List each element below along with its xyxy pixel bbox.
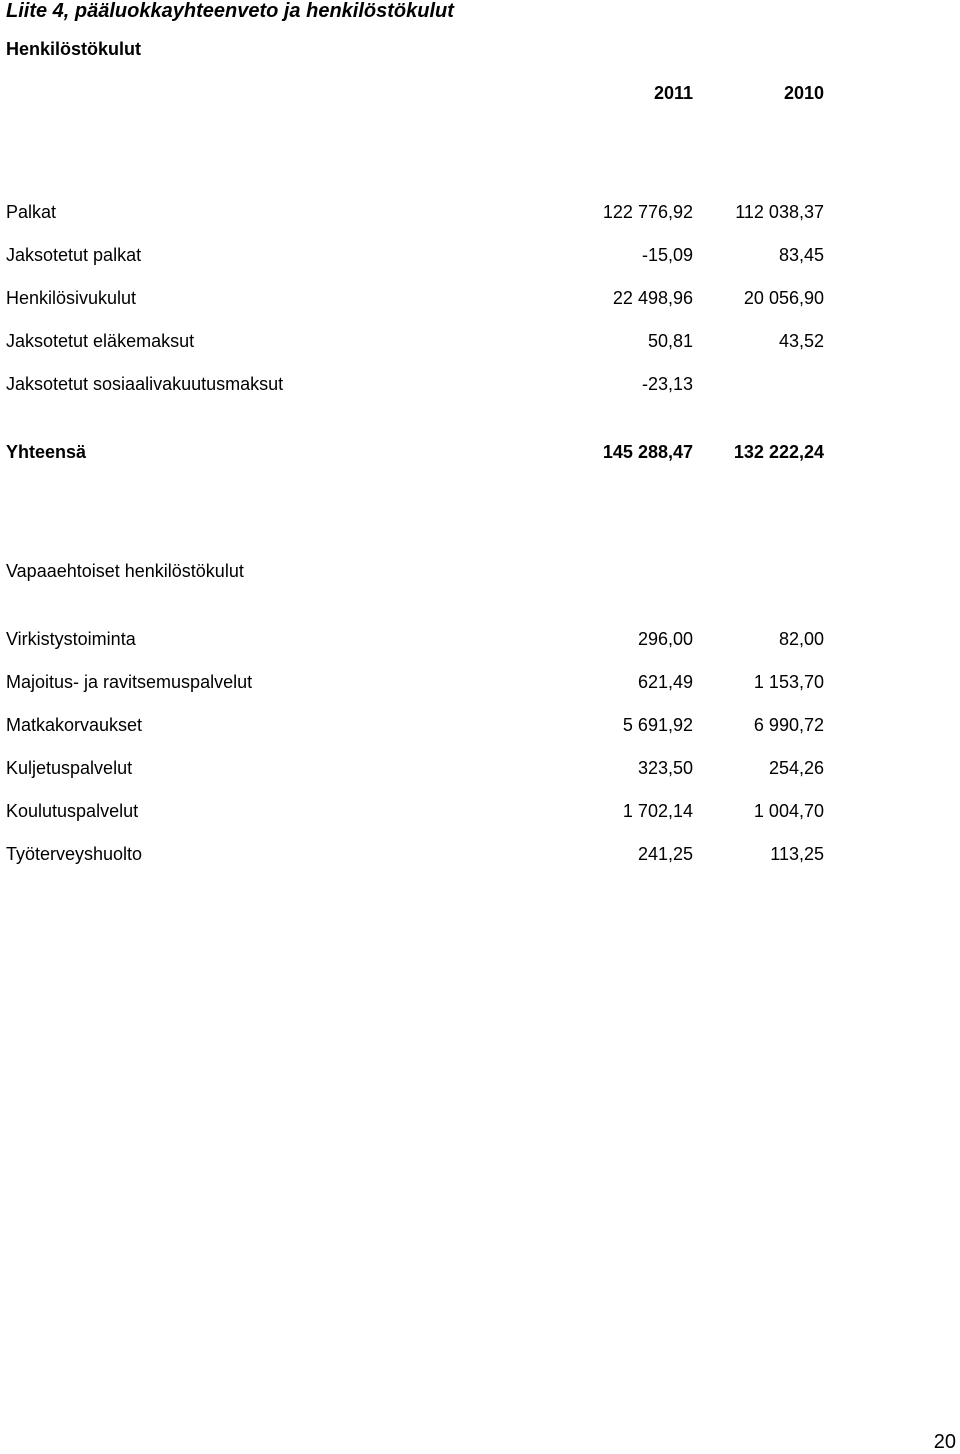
year-2011-header: 2011 [653,83,693,103]
total-row [6,442,824,466]
value-2011: 241,25 [637,844,693,864]
table-row [6,245,824,269]
year-header-row [6,83,824,107]
row-label: Virkistystoiminta [6,629,136,649]
value-2010: 83,45 [778,245,824,265]
value-2011: -23,13 [641,374,693,394]
row-label: Majoitus- ja ravitsemuspalvelut [6,672,253,692]
total-label: Yhteensä [6,442,87,462]
value-2010: 112 038,37 [735,202,824,222]
value-2010: 82,00 [778,629,824,649]
value-2011: 1 702,14 [622,801,693,821]
row-label: Jaksotetut palkat [6,245,142,265]
section-title: Henkilöstökulut [6,39,142,59]
value-2011: 323,50 [637,758,693,778]
row-label: Palkat [6,202,57,222]
total-2010: 132 222,24 [733,442,824,462]
table-row [6,202,824,226]
total-2011: 145 288,47 [602,442,693,462]
year-2010-header: 2010 [783,83,824,103]
row-label: Työterveyshuolto [6,844,143,864]
value-2011: 22 498,96 [612,288,693,308]
voluntary-heading-row [6,561,824,585]
row-label: Matkakorvaukset [6,715,143,735]
table-row [6,331,824,355]
table-row [6,672,824,696]
row-label: Jaksotetut sosiaalivakuutusmaksut [6,374,284,394]
table-row [6,629,824,653]
voluntary-heading: Vapaaehtoiset henkilöstökulut [6,561,244,581]
value-2011: 621,49 [637,672,693,692]
value-2010: 254,26 [768,758,824,778]
table-row [6,715,824,739]
table-row [6,801,824,825]
row-label: Kuljetuspalvelut [6,758,133,778]
value-2010: 1 004,70 [753,801,824,821]
value-2011: -15,09 [641,245,693,265]
value-2010: 20 056,90 [743,288,824,308]
value-2010: 1 153,70 [753,672,824,692]
row-label: Henkilösivukulut [6,288,137,308]
value-2011: 50,81 [647,331,693,351]
page-number: 20 [933,1431,956,1453]
row-label: Jaksotetut eläkemaksut [6,331,195,351]
document-title: Liite 4, pääluokkayhteenveto ja henkilöstökulut [6,0,454,22]
table-row [6,288,824,312]
table-row [6,844,824,868]
value-2010: 43,52 [778,331,824,351]
value-2010: 6 990,72 [753,715,824,735]
value-2011: 122 776,92 [602,202,693,222]
value-2011: 296,00 [637,629,693,649]
row-label: Koulutuspalvelut [6,801,139,821]
table-row [6,758,824,782]
value-2011: 5 691,92 [622,715,693,735]
table-row [6,374,824,398]
value-2010: 113,25 [770,844,824,864]
